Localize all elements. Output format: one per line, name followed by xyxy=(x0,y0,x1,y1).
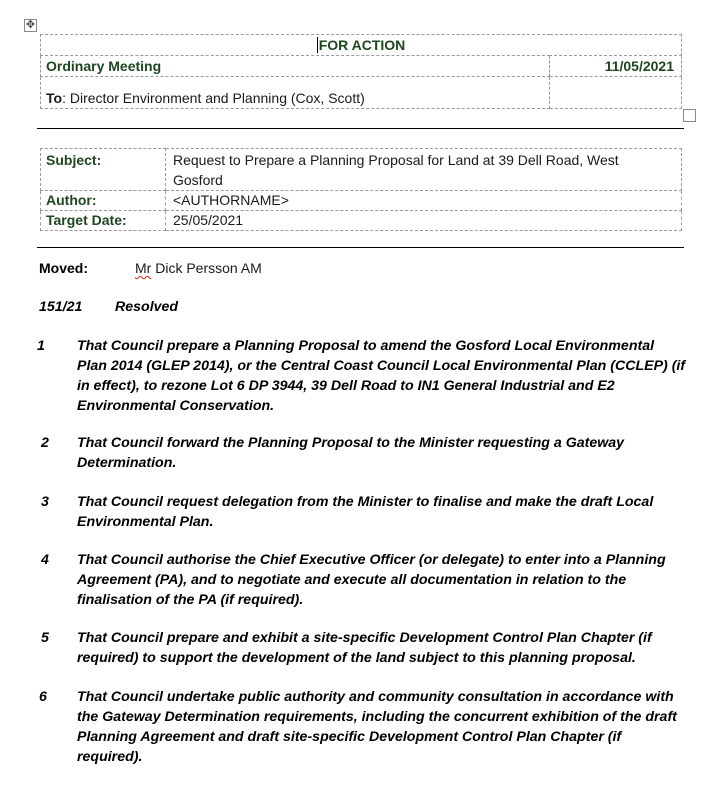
to-line xyxy=(46,90,365,106)
divider-top xyxy=(37,128,684,129)
resolution-status: Resolved xyxy=(115,299,179,315)
author-label: Author: xyxy=(46,192,97,208)
subject-label: Subject: xyxy=(46,152,102,168)
resolution-item-text: That Council undertake public authority and community consultation in accordance with the Gateway Determination requirements, including the concurrent exhibition of the draft Planning Agreement and draft site-specific Development Control Plan Chapter (if required). xyxy=(77,689,677,765)
resolution-item-text: That Council prepare a Planning Proposal to amend the Gosford Local Environmental Plan 2014 (GLEP 2014), or the Central Coast Council Local Environmental Plan (CCLEP) (if in effect), to rezone Lot 6 DP 3944, 39 Dell Road to IN1 General Industrial and E2 Environmental Conservation. xyxy=(77,338,686,414)
table-move-handle-icon[interactable]: ✥ xyxy=(25,19,36,31)
target-date-value: 25/05/2021 xyxy=(173,212,244,228)
mover-name xyxy=(135,258,262,278)
meeting-date: 11/05/2021 xyxy=(604,58,674,74)
meeting-type: Ordinary Meeting xyxy=(46,58,162,74)
for-action-heading: FOR ACTION xyxy=(318,37,406,53)
resolution-item-text: That Council prepare and exhibit a site-specific Development Control Plan Chapter (if required) to support the development of the land subject to this planning proposal. xyxy=(77,630,652,666)
resolution-item-text: That Council authorise the Chief Executive Officer (or delegate) to enter into a Planning Agreement (PA), and to negotiate and execute all documentation in relation to the finalisation of the PA (if required). xyxy=(77,552,666,608)
mover-name-text: Dick Persson AM xyxy=(151,260,262,276)
header-table xyxy=(40,34,682,109)
text-cursor xyxy=(317,37,318,53)
table-resize-handle[interactable] xyxy=(683,109,696,122)
resolution-item-number: 6 xyxy=(39,689,47,705)
mover-title: Mr xyxy=(135,260,152,276)
details-table xyxy=(40,148,682,231)
resolution-number: 151/21 xyxy=(39,299,83,315)
to-label: To xyxy=(46,90,63,106)
moved-label: Moved: xyxy=(39,260,88,276)
author-value: <AUTHORNAME> xyxy=(173,192,289,208)
resolution-item-text: That Council forward the Planning Proposal to the Minister requesting a Gateway Determination. xyxy=(77,435,625,471)
target-date-label: Target Date: xyxy=(46,212,127,228)
resolution-item-number: 1 xyxy=(37,338,45,354)
to-value: : Director Environment and Planning (Cox, Scott) xyxy=(62,90,365,106)
resolution-item-text: That Council request delegation from the Minister to finalise and make the draft Local Environmental Plan. xyxy=(77,494,654,530)
resolution-item-number: 5 xyxy=(41,630,49,646)
resolution-item-number: 2 xyxy=(41,435,49,451)
subject-value: Request to Prepare a Planning Proposal for Land at 39 Dell Road, West Gosford xyxy=(173,152,619,188)
resolution-item-number: 3 xyxy=(41,494,49,510)
resolution-item-number: 4 xyxy=(41,552,49,568)
moved-line xyxy=(39,258,88,278)
divider-middle xyxy=(37,247,684,248)
